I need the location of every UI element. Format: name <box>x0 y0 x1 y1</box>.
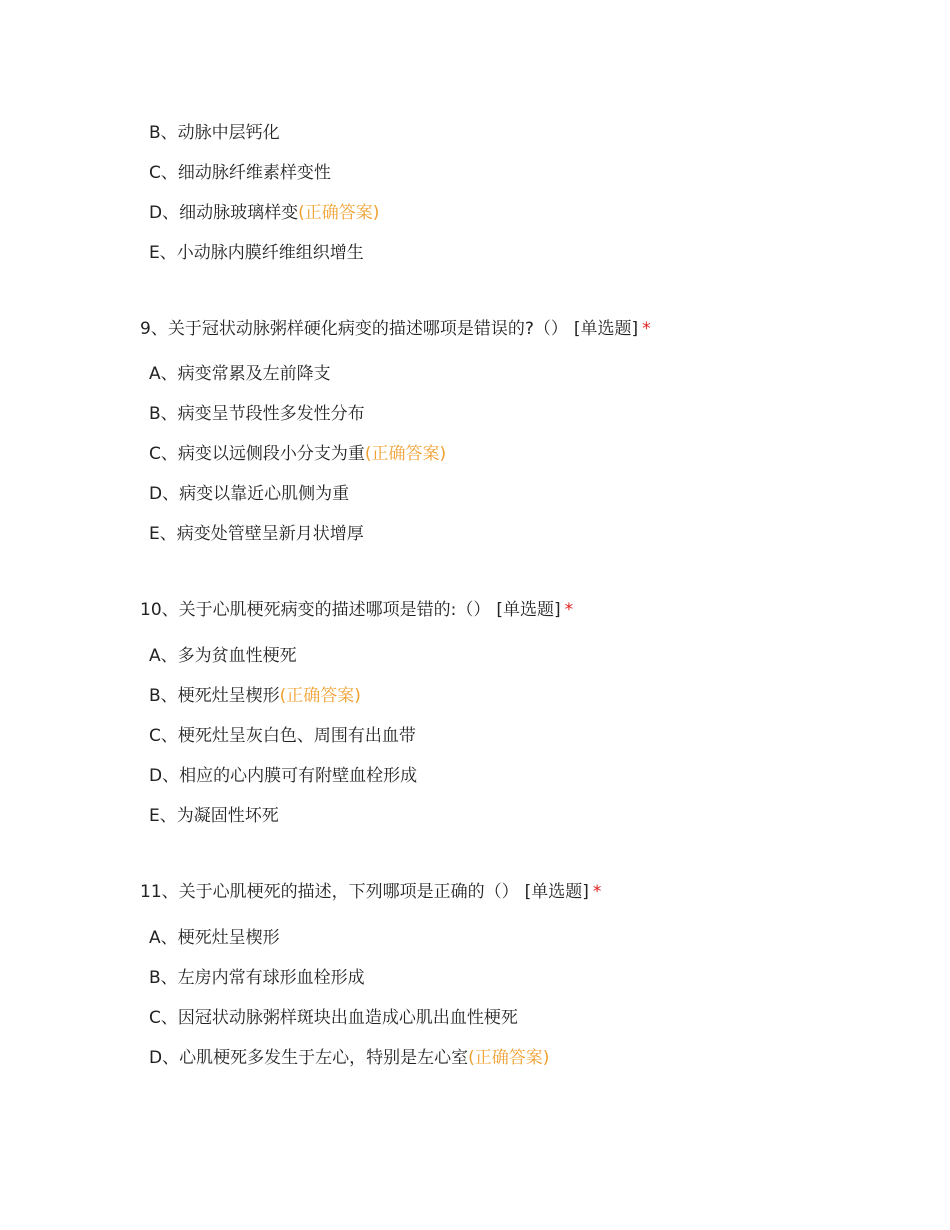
option-text: E、小动脉内膜纤维组织增生 <box>149 243 364 263</box>
correct-answer-tag: (正确答案) <box>364 444 447 464</box>
option-d <box>149 1046 549 1070</box>
option-text: D、相应的心内膜可有附壁血栓形成 <box>149 766 418 786</box>
option-a <box>149 362 331 386</box>
option-text: B、动脉中层钙化 <box>149 123 280 143</box>
correct-answer-tag: (正确答案) <box>298 203 380 223</box>
option-text: C、细动脉纤维素样变性 <box>149 163 331 183</box>
option-e <box>149 522 364 546</box>
option-text: A、梗死灶呈楔形 <box>149 928 280 948</box>
question-text: 11、关于心肌梗死的描述，下列哪项是正确的（） <box>140 882 519 902</box>
option-b <box>149 966 365 990</box>
question-type: [单选题] <box>496 600 561 620</box>
question-text: 10、关于心肌梗死病变的描述哪项是错的:（） <box>140 600 491 620</box>
option-text: B、左房内常有球形血栓形成 <box>149 968 365 988</box>
required-mark: * <box>592 882 602 902</box>
option-text: C、病变以远侧段小分支为重 <box>149 444 365 464</box>
option-e <box>149 804 279 828</box>
correct-answer-tag: (正确答案) <box>468 1048 550 1068</box>
option-text: E、病变处管壁呈新月状增厚 <box>149 524 364 544</box>
option-e <box>149 241 364 265</box>
question-type: [单选题] <box>573 319 639 339</box>
option-text: D、心肌梗死多发生于左心，特别是左心室 <box>149 1048 469 1068</box>
option-b <box>149 684 361 708</box>
option-c <box>149 724 416 748</box>
option-text: A、多为贫血性梗死 <box>149 646 297 666</box>
question-title <box>140 317 651 341</box>
option-a <box>149 644 297 668</box>
option-b <box>149 402 365 426</box>
option-c <box>149 1006 518 1030</box>
question-title <box>140 598 573 622</box>
question-type: [单选题] <box>524 882 589 902</box>
question-text: 9、关于冠状动脉粥样硬化病变的描述哪项是错误的?（） <box>140 319 568 339</box>
option-text: D、病变以靠近心肌侧为重 <box>149 484 350 504</box>
option-text: C、因冠状动脉粥样斑块出血造成心肌出血性梗死 <box>149 1008 518 1028</box>
option-text: A、病变常累及左前降支 <box>149 364 331 384</box>
option-text: B、梗死灶呈楔形 <box>149 686 280 706</box>
option-c <box>149 161 331 185</box>
required-mark: * <box>642 319 651 339</box>
option-b <box>149 121 280 145</box>
correct-answer-tag: (正确答案) <box>279 686 361 706</box>
question-title <box>140 880 601 904</box>
option-c <box>149 442 446 466</box>
option-d <box>149 764 417 788</box>
option-text: B、病变呈节段性多发性分布 <box>149 404 365 424</box>
option-d <box>149 201 379 225</box>
option-text: D、细动脉玻璃样变 <box>149 203 299 223</box>
option-a <box>149 926 280 950</box>
option-d <box>149 482 349 506</box>
option-text: C、梗死灶呈灰白色、周围有出血带 <box>149 726 416 746</box>
option-text: E、为凝固性坏死 <box>149 806 279 826</box>
required-mark: * <box>564 600 574 620</box>
